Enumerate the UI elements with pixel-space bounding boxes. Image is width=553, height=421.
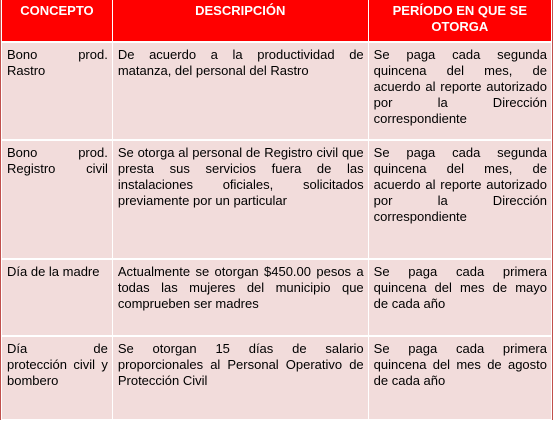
header-row (2, 0, 552, 42)
cell-periodo: Se paga cada primera quincena del mes de mayo de cada año (368, 259, 551, 336)
cell-concepto: Bono prod. Registro civil (2, 140, 113, 259)
header-concepto: CONCEPTO (2, 0, 113, 42)
cell-concepto: Día de la madre (2, 259, 113, 336)
header-periodo: PERÍODO EN QUE SE OTORGA (368, 0, 551, 42)
table-row (2, 140, 552, 259)
cell-descripcion: De acuerdo a la productividad de matanza, del personal del Rastro (112, 42, 368, 140)
header-descripcion: DESCRIPCIÓN (112, 0, 368, 42)
cell-descripcion: Actualmente se otorgan $450.00 pesos a todas las mujeres del municipio que comprueben ser madres (112, 259, 368, 336)
table-row (2, 259, 552, 336)
cell-concepto: Día de protección civil y bombero (2, 336, 113, 420)
cell-descripcion: Se otorga al personal de Registro civil que presta sus servicios fuera de las instalaciones oficiales, solicitados previamente por un particular (112, 140, 368, 259)
cell-periodo: Se paga cada segunda quincena del mes, de acuerdo al reporte autorizado por la Dirección correspondiente (368, 42, 551, 140)
cell-periodo: Se paga cada primera quincena del mes de agosto de cada año (368, 336, 551, 420)
cell-periodo: Se paga cada segunda quincena del mes, de acuerdo al reporte autorizado por la Dirección correspondiente (368, 140, 551, 259)
table-row (2, 42, 552, 140)
table-row (2, 336, 552, 420)
cell-concepto: Bono prod. Rastro (2, 42, 113, 140)
benefits-table (1, 0, 552, 421)
cell-descripcion: Se otorgan 15 días de salario proporcionales al Personal Operativo de Protección Civil (112, 336, 368, 420)
